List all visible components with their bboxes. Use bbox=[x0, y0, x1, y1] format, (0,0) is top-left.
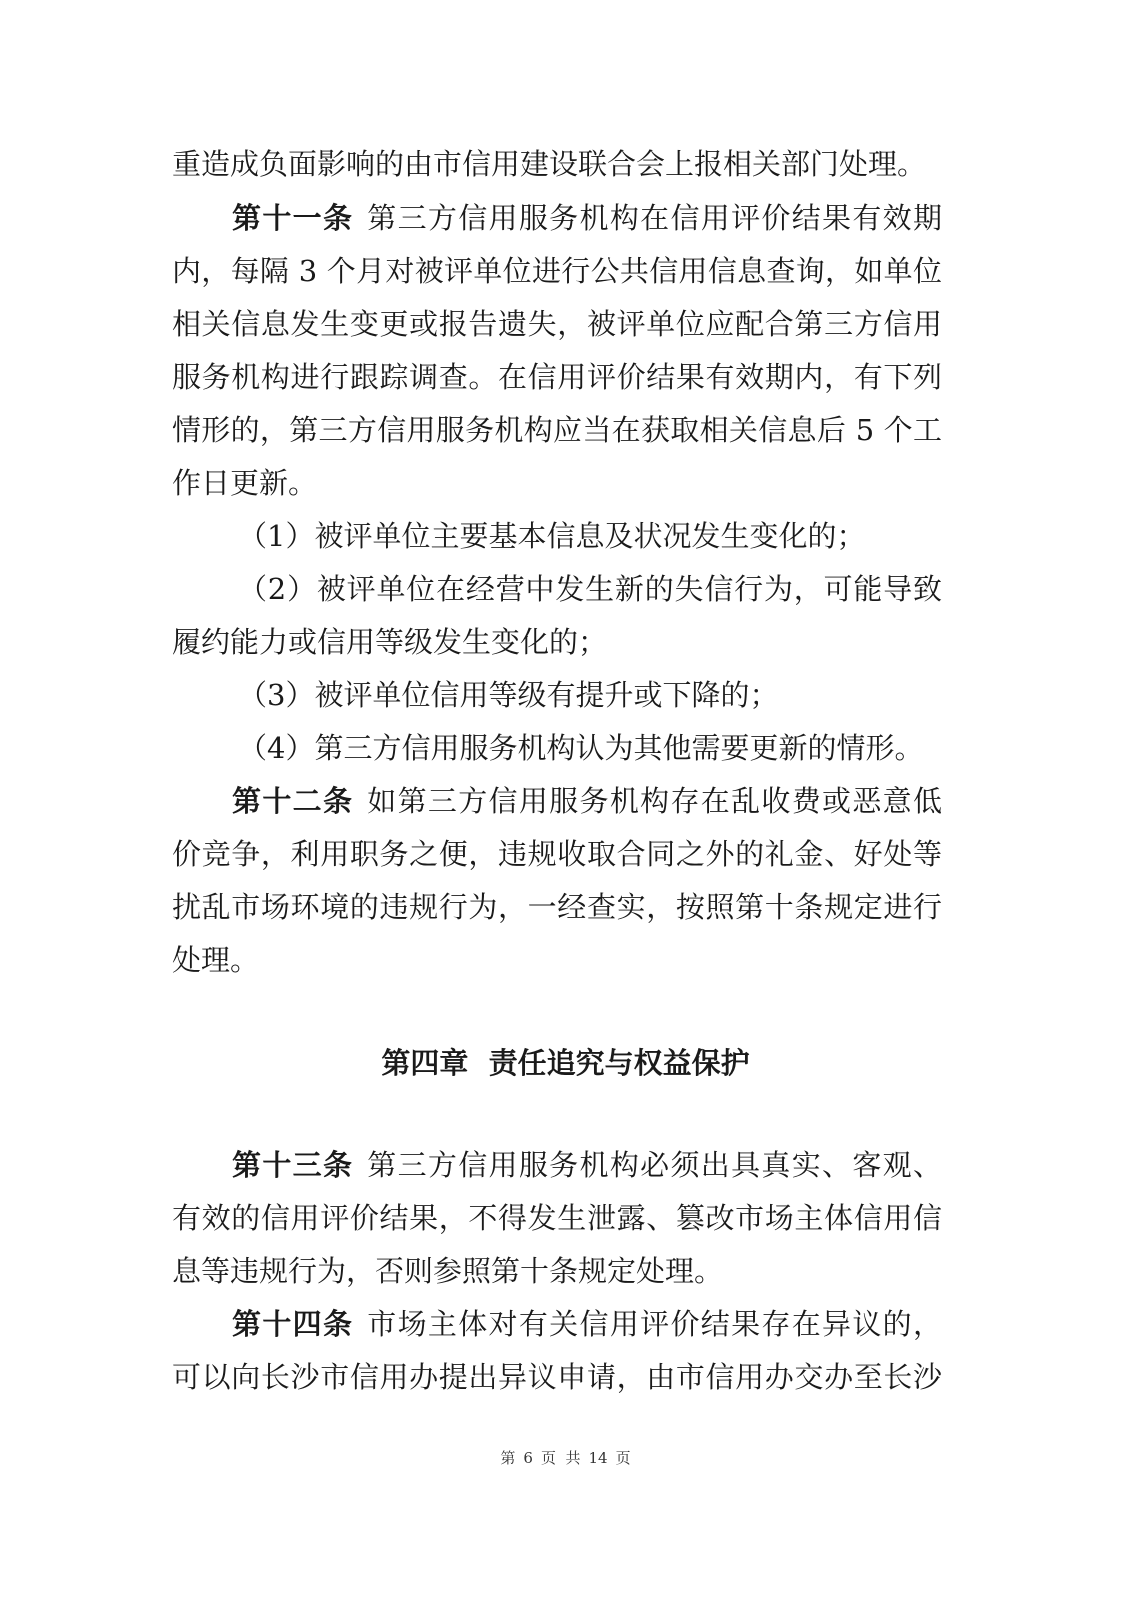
list-item-line bbox=[238, 677, 948, 713]
list-item-line bbox=[238, 730, 948, 766]
body-line bbox=[172, 412, 942, 448]
line-text: （1）被评单位主要基本信息及状况发生变化的； bbox=[238, 519, 866, 553]
line-text: 有效的信用评价结果，不得发生泄露、篡改市场主体信用信 bbox=[172, 1201, 942, 1235]
line-text: （3）被评单位信用等级有提升或下降的； bbox=[238, 678, 779, 712]
line-text: 息等违规行为，否则参照第十条规定处理。 bbox=[172, 1254, 724, 1288]
article-heading-line bbox=[232, 1147, 942, 1183]
line-text: 可以向长沙市信用办提出异议申请，由市信用办交办至长沙 bbox=[172, 1360, 942, 1394]
page-number: 6 bbox=[523, 1449, 533, 1467]
body-line bbox=[172, 942, 942, 978]
line-text: 相关信息发生变更或报告遗失，被评单位应配合第三方信用 bbox=[172, 307, 942, 341]
line-text: 价竞争，利用职务之便，违规收取合同之外的礼金、好处等 bbox=[172, 837, 942, 871]
article-heading-line bbox=[232, 783, 942, 819]
line-text: （4）第三方信用服务机构认为其他需要更新的情形。 bbox=[238, 731, 924, 765]
article-number: 第十三条 bbox=[232, 1148, 354, 1182]
body-line bbox=[172, 465, 942, 501]
footer-suffix: 页 bbox=[615, 1449, 631, 1467]
line-text: 第三方信用服务机构必须出具真实、客观、 bbox=[367, 1148, 942, 1182]
body-line bbox=[172, 1253, 942, 1289]
line-text: （2）被评单位在经营中发生新的失信行为，可能导致 bbox=[238, 572, 942, 606]
body-line bbox=[172, 1359, 942, 1395]
line-text: 市场主体对有关信用评价结果存在异议的， bbox=[367, 1307, 942, 1341]
line-text: 情形的，第三方信用服务机构应当在获取相关信息后 5 个工 bbox=[172, 413, 942, 447]
chapter-title: 第四章 责任追究与权益保护 bbox=[381, 1046, 750, 1080]
line-text: 第三方信用服务机构在信用评价结果有效期 bbox=[367, 201, 942, 235]
page-footer bbox=[0, 1448, 1131, 1468]
footer-prefix: 第 bbox=[500, 1449, 516, 1467]
body-line bbox=[172, 624, 942, 660]
line-text: 履约能力或信用等级发生变化的； bbox=[172, 625, 608, 659]
line-text: 处理。 bbox=[172, 943, 260, 977]
line-text: 作日更新。 bbox=[172, 466, 318, 500]
body-line bbox=[172, 253, 942, 289]
line-text: 重造成负面影响的由市信用建设联合会上报相关部门处理。 bbox=[172, 147, 927, 181]
line-text: 扰乱市场环境的违规行为，一经查实，按照第十条规定进行 bbox=[172, 890, 942, 924]
body-line bbox=[172, 1200, 942, 1236]
total-pages: 14 bbox=[588, 1449, 608, 1467]
article-number: 第十一条 bbox=[232, 201, 354, 235]
body-line bbox=[172, 359, 942, 395]
line-text: 服务机构进行跟踪调查。在信用评价结果有效期内，有下列 bbox=[172, 360, 942, 394]
list-item-line bbox=[238, 518, 948, 554]
article-heading-line bbox=[232, 1306, 942, 1342]
footer-mid: 页 共 bbox=[540, 1449, 581, 1467]
body-line bbox=[172, 836, 942, 872]
body-line bbox=[172, 146, 942, 182]
article-number: 第十四条 bbox=[232, 1307, 354, 1341]
list-item-line bbox=[238, 571, 942, 607]
article-number: 第十二条 bbox=[232, 784, 354, 818]
body-line bbox=[172, 306, 942, 342]
article-heading-line bbox=[232, 200, 942, 236]
body-line bbox=[172, 889, 942, 925]
line-text: 内，每隔 3 个月对被评单位进行公共信用信息查询，如单位 bbox=[172, 254, 942, 288]
line-text: 如第三方信用服务机构存在乱收费或恶意低 bbox=[367, 784, 942, 818]
